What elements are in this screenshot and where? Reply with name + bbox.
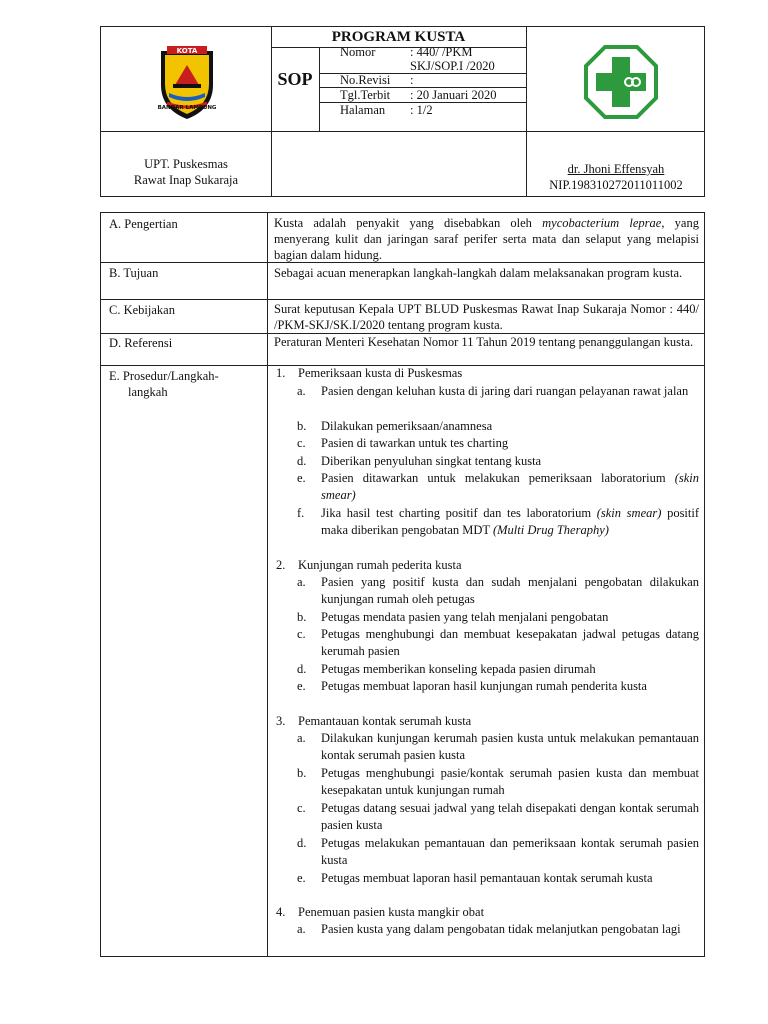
divider	[101, 299, 704, 300]
meta-nomor: Nomor : 440/ /PKM	[340, 45, 473, 59]
divider	[101, 131, 704, 132]
section-label-referensi: D. Referensi	[109, 336, 173, 350]
section-label-pengertian: A. Pengertian	[109, 217, 178, 231]
section-text-kebijakan: Surat keputusan Kepala UPT BLUD Puskesmas Rawat Inap Sukaraja Nomor : 440/ /PKM-SKJ/SK.I/2020 tentang program kusta.	[274, 302, 699, 332]
divider	[319, 47, 320, 131]
divider	[267, 213, 268, 956]
section-label-kebijakan: C. Kebijakan	[109, 303, 175, 317]
doc-title: PROGRAM KUSTA	[331, 29, 466, 45]
sop-label: SOP	[277, 69, 313, 89]
section-text-tujuan: Sebagai acuan menerapkan langkah-langkah dalam melaksanakan program kusta.	[274, 266, 683, 280]
organization-name: UPT. Puskesmas Rawat Inap Sukaraja	[133, 157, 239, 187]
section-text-referensi: Peraturan Menteri Kesehatan Nomor 11 Tahun 2019 tentang penanggulangan kusta.	[274, 335, 694, 349]
meta-halaman: Halaman : 1/2	[340, 103, 433, 117]
city-logo	[153, 37, 221, 122]
content-table: A. Pengertian Kusta adalah penyakit yang disebabkan oleh mycobacterium leprae, yang menyerang kulit dan jaringan saraf perifer serta mata dan selaput yang melapisi bagian dalam hidung. B. Tujuan Sebagai acuan menerapkan langkah-langkah dalam melaksanakan program kusta. C. Kebijakan Surat keputusan Kepala UPT BLUD Puskesmas Rawat Inap Sukaraja Nomor : 440/ /PKM-SKJ/SK.I/2020 tentang program kusta. D. Referensi Peraturan Menteri Kesehatan Nomor 11 Tahun 2019 tentang penanggulangan kusta. E. Prosedur/Langkah- langkah 1. Pemeriksaan kusta di Puskesmas a. Pasien dengan keluhan kusta di jaring dari ruangan pelayanan rawat jalan b. Dilakukan pemeriksaan/anamnesa c. Pasien di tawarkan untuk tes charting d. Diberikan penyuluhan singkat tentang kusta e. Pasien ditawarkan untuk melakukan pemeriksaan laboratorium (skin smear) f. Jika hasil test charting positif dan tes laboratorium (skin smear) positif maka diberikan pengobatan MDT (Multi Drug Theraphy) 2. Kunjungan rumah pederita kusta a. Pasien yang positif kusta dan sudah menjalani pengobatan dilakukan kunjungan rumah oleh petugas b. Petugas mendata pasien yang telah menjalani pengobatan c. Petugas menghubungi dan membuat kesepakatan jadwal petugas datang kerumah pasien d. Petugas memberikan konseling kepada pasien dirumah e. Petugas membuat laporan hasil kunjungan rumah penderita kusta 3. Pemantauan kontak serumah kusta a. Dilakukan kunjungan kerumah pasien kusta untuk melakukan pemantauan kontak serumah pasien kusta b. Petugas menghubungi pasie/kontak serumah pasien kusta dan membuat kesepakatan untuk kunjungan rumah c. Petugas datang sesuai jadwal yang telah disepakati dengan kontak serumah pasien kusta d. Petugas melakukan pemantauan dan pemeriksaan kontak serumah pasien kusta e. Petugas membuat laporan hasil pemantauan kontak serumah kusta 4. Penemuan pasien kusta mangkir obat a. Pasien kusta yang dalam pengobatan tidak melanjutkan pengobatan lagi	[100, 212, 705, 957]
header-table	[100, 26, 705, 197]
meta-tgl-terbit: Tgl.Terbit : 20 Januari 2020	[340, 88, 497, 102]
divider	[271, 27, 272, 196]
section-label-tujuan: B. Tujuan	[109, 266, 159, 280]
meta-revisi: No.Revisi :	[340, 73, 414, 87]
meta-nomor-cont: SKJ/SOP.I /2020	[410, 59, 495, 73]
section-label-prosedur: E. Prosedur/Langkah- langkah	[109, 369, 219, 399]
section-text-pengertian: Kusta adalah penyakit yang disebabkan oleh mycobacterium leprae, yang menyerang kulit dan jaringan saraf perifer serta mata dan selaput yang melapisi bagian dalam hidung.	[274, 216, 699, 262]
svg-text:KOTA: KOTA	[176, 47, 198, 55]
puskesmas-logo	[583, 44, 659, 120]
signatory: dr. Jhoni Effensyah NIP.198310272011011002	[549, 162, 683, 192]
svg-text:BANDAR LAMPUNG: BANDAR LAMPUNG	[157, 105, 217, 111]
